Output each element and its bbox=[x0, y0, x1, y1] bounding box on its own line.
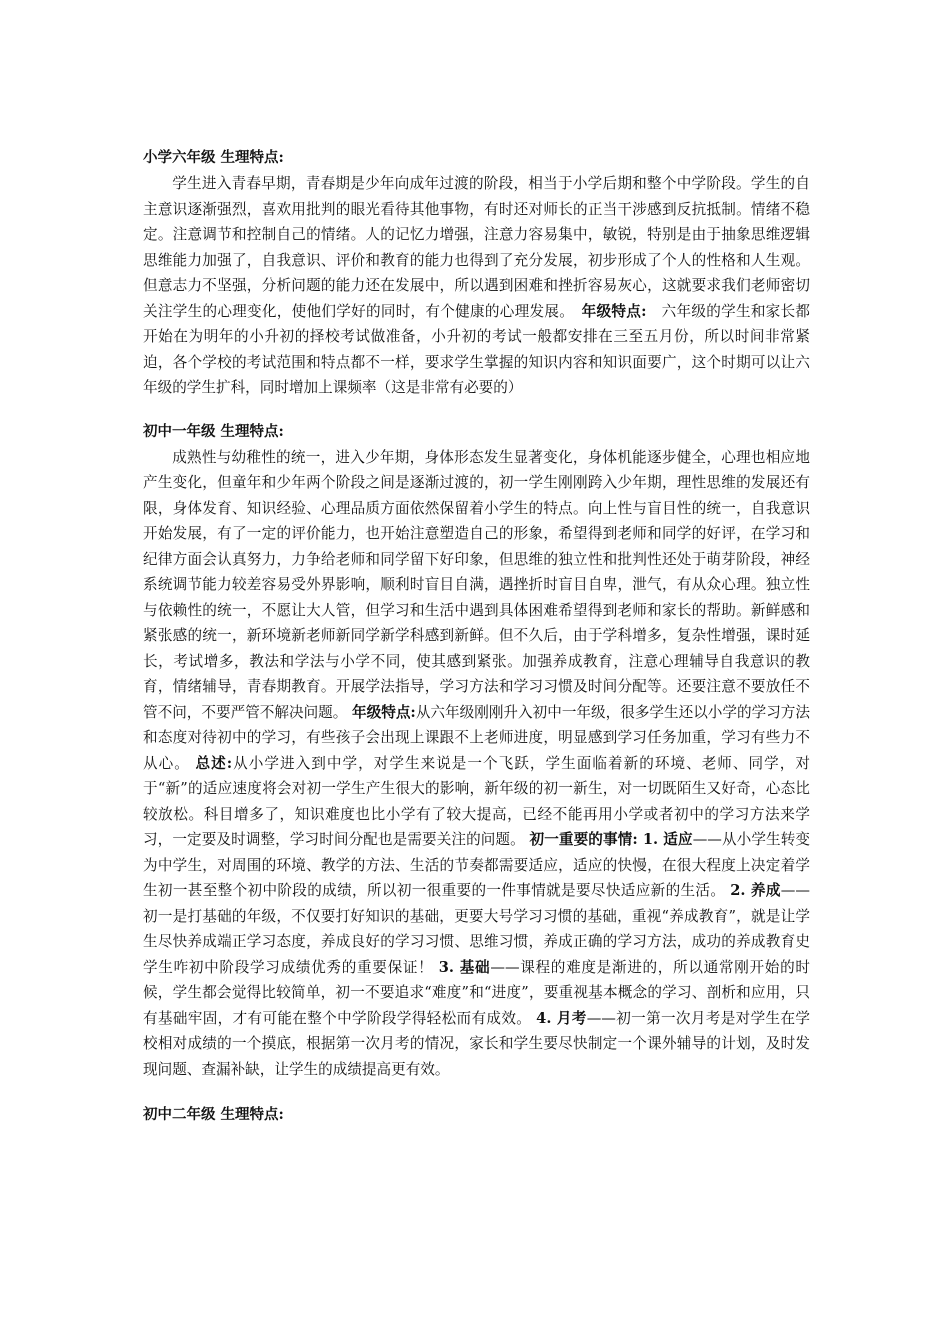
section-gap bbox=[143, 401, 810, 419]
text-run: ——初一第一次月考是对学生在学校相对成绩的一个摸底，根据第一次月考的情况，家长和学生要尽快制定一个课外辅导的计划，及时发现问题、查漏补缺，让学生的成绩提高更有效。 bbox=[143, 1009, 810, 1078]
bold-label: 3. 基础 bbox=[438, 958, 491, 976]
bold-label: 年级特点: bbox=[581, 302, 647, 320]
section-heading-grade8: 初中二年级 生理特点: bbox=[143, 1106, 284, 1123]
bold-label: 2. 养成 bbox=[730, 882, 781, 899]
text-run: ——从小学生转变为中学生，对周围的环境、教学的方法、生活的节奏都需要适应，适应的快慢，在很大程度上决定着学生初一甚至整个初中阶段的成绩，所以初一很重要的一件事情就是要尽快适应新的生活。 bbox=[143, 831, 810, 899]
bold-label: 年级特点: bbox=[352, 703, 416, 721]
section-body-grade7 bbox=[143, 445, 810, 1083]
text-run: ——初一是打基础的年级，不仅要打好知识的基础，更要大号学习习惯的基础，重视“养成教育”，就是让学生尽快养成端正学习态度，养成良好的学习习惯、思维习惯，养成正确的学习方法，成功的养成教育史学生咋初中阶段学习成绩优秀的重要保证！ bbox=[143, 882, 810, 976]
bold-label: 总述: bbox=[195, 754, 233, 772]
bold-label: 4. 月考 bbox=[536, 1009, 587, 1027]
section-heading-grade7: 初中一年级 生理特点: bbox=[143, 422, 284, 440]
text-run: 六年级的学生和家长都开始在为明年的小升初的择校考试做准备，小升初的考试一般都安排在三至五月份，所以时间非常紧迫，各个学校的考试范围和特点都不一样，要求学生掌握的知识内容和知识面要广，这个时期可以让六年级的学生扩科，同时增加上课频率（这是非常有必要的） bbox=[143, 302, 811, 396]
section-body-grade6 bbox=[143, 171, 810, 401]
text-run: ——课程的难度是渐进的，所以通常刚开始的时候，学生都会觉得比较简单，初一不要追求“难度”和“进度”，要重视基本概念的学习、剖析和应用，只有基础牢固，才有可能在整个中学阶段学得轻松而有成效。 bbox=[143, 958, 810, 1027]
text-run: 从小学进入到中学，对学生来说是一个飞跃，学生面临着新的环境、老师、同学，对于“新”的适应速度将会对初一学生产生很大的影响，新年级的初一新生，对一切既陌生又好奇，心态比较放松。科目增多了，知识难度也比小学有了较大提高，已经不能再用小学或者初中的学习方法来学习，一定要及时调整，学习时间分配也是需要关注的问题。 bbox=[143, 754, 810, 848]
text-run: 成熟性与幼稚性的统一，进入少年期，身体形态发生显著变化，身体机能逐步健全，心理也相应地产生变化，但童年和少年两个阶段之间是逐渐过渡的，初一学生刚刚跨入少年期，理性思维的发展还有限，身体发育、知识经验、心理品质方面依然保留着小学生的特点。向上性与盲目性的统一，自我意识开始发展，有了一定的评价能力，也开始注意塑造自己的形象，希望得到老师和同学的好评，在学习和纪律方面会认真努力，力争给老师和同学留下好印象，但思维的独立性和批判性还处于萌芽阶段，神经系统调节能力较差容易受外界影响，顺利时盲目自满，遇挫折时盲目自卑，泄气，有从众心理。独立性与依赖性的统一，不愿让大人管，但学习和生活中遇到具体困难希望得到老师和家长的帮助。新鲜感和紧张感的统一，新环境新老师新同学新学科感到新鲜。但不久后，由于学科增多，复杂性增强，课时延长，考试增多，教法和学法与小学不同，使其感到紧张。加强养成教育，注意心理辅导自我意识的教育，情绪辅导，青春期教育。开展学法指导，学习方法和学习习惯及时间分配等。还要注意不要放任不管不问，不要严管不解决问题。 bbox=[143, 448, 810, 721]
text-run: 学生进入青春早期，青春期是少年向成年过渡的阶段，相当于小学后期和整个中学阶段。学生的自主意识逐渐强烈，喜欢用批判的眼光看待其他事物，有时还对师长的正当干涉感到反抗抵制。情绪不稳定。注意调节和控制自己的情绪。人的记忆力增强，注意力容易集中，敏锐，特别是由于抽象思维逻辑思维能力加强了，自我意识、评价和教育的能力也得到了充分发展，初步形成了个人的性格和人生观。但意志力不坚强，分析问题的能力还在发展中，所以遇到困难和挫折容易灰心，这就要求我们老师密切关注学生的心理变化，使他们学好的同时，有个健康的心理发展。 bbox=[143, 175, 810, 320]
text-run: 从六年级刚刚升入初中一年级，很多学生还以小学的学习方法和态度对待初中的学习，有些孩子会出现上课跟不上老师进度，明显感到学习任务加重，学习有些力不从心。 bbox=[143, 703, 810, 772]
bold-label: 初一重要的事情: 1. 适应 bbox=[529, 831, 693, 848]
section-gap bbox=[143, 1082, 810, 1102]
section-heading-grade6: 小学六年级 生理特点: bbox=[143, 149, 284, 166]
